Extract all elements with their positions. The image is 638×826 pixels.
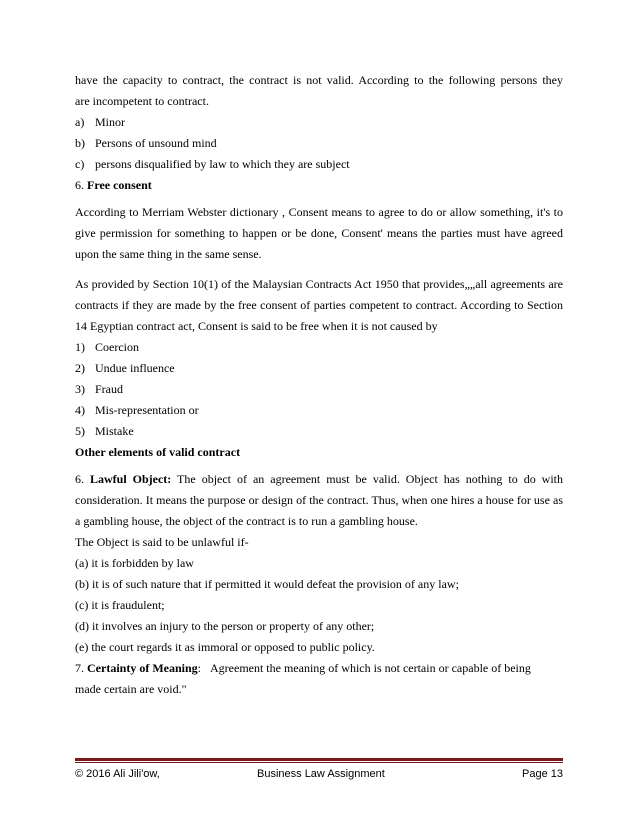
- list-item: [75, 379, 563, 400]
- list-item: (e) the court regards it as immoral or opposed to public policy.: [75, 640, 375, 654]
- page-footer: [75, 765, 563, 783]
- certainty-text-line-2: made certain are void.": [75, 682, 187, 696]
- free-consent-definition: According to Merriam Webster dictionary , Consent means to agree to do or allow something, it's to give permission for something to happen or be done, Consent' means the parties must have agreed upon the same thing in the same sense.: [75, 205, 563, 261]
- list-marker: c): [75, 157, 85, 171]
- footer-title: Business Law Assignment: [257, 768, 385, 780]
- section-number: 7.: [75, 661, 84, 675]
- list-text: Minor: [95, 115, 125, 129]
- list-marker: 1): [75, 340, 85, 354]
- list-item: [75, 400, 563, 421]
- heading-colon: :: [197, 661, 201, 675]
- list-item: (d) it involves an injury to the person or property of any other;: [75, 619, 375, 633]
- lawful-object-paragraph: [75, 469, 563, 532]
- page-body: [75, 70, 563, 700]
- list-item: [75, 133, 563, 154]
- footer-divider: [75, 758, 563, 761]
- list-text: Mistake: [95, 424, 134, 438]
- footer-divider-thin: [75, 762, 563, 763]
- list-marker: 5): [75, 424, 85, 438]
- unlawful-intro: The Object is said to be unlawful if-: [75, 535, 249, 549]
- footer-author: © 2016 Ali Jili'ow,: [75, 768, 160, 780]
- list-text: persons disqualified by law to which they are subject: [95, 157, 350, 171]
- list-marker: b): [75, 136, 85, 150]
- list-marker: 2): [75, 361, 85, 375]
- list-item: [75, 112, 563, 133]
- intro-line-1: have the capacity to contract, the contract is not valid. According to the following persons they: [75, 73, 563, 87]
- list-marker: 4): [75, 403, 85, 417]
- list-item: [75, 421, 563, 442]
- list-text: Undue influence: [95, 361, 175, 375]
- section-title: Lawful Object:: [89, 472, 172, 486]
- list-text: Mis-representation or: [95, 403, 199, 417]
- list-item: [75, 337, 563, 358]
- list-item: (b) it is of such nature that if permitted it would defeat the provision of any law;: [75, 577, 459, 591]
- incompetent-list: [75, 112, 563, 175]
- section-number: 6.: [75, 472, 84, 486]
- other-elements-heading: [75, 442, 563, 463]
- list-text: Fraud: [95, 382, 123, 396]
- free-consent-heading: [75, 175, 563, 196]
- intro-line-2: are incompetent to contract.: [75, 94, 209, 108]
- unlawful-list: [75, 553, 563, 658]
- page-number: Page 13: [522, 768, 563, 780]
- list-marker: a): [75, 115, 85, 129]
- list-marker: 3): [75, 382, 85, 396]
- section-number: 6.: [75, 178, 84, 192]
- list-item: [75, 154, 563, 175]
- consent-list: [75, 337, 563, 442]
- list-item: (c) it is fraudulent;: [75, 598, 165, 612]
- certainty-text: Agreement the meaning of which is not certain or capable of being: [210, 661, 531, 675]
- section-title: Other elements of valid contract: [75, 445, 241, 459]
- list-item: (a) it is forbidden by law: [75, 556, 194, 570]
- lawful-object-text: The object of an agreement must be valid. Object has nothing to do with consideration. It means the purpose or design of the contract. Thus, when one hires a house for use as a gambling house, the object of the contract is to run a gambling house.: [75, 472, 564, 528]
- list-item: [75, 358, 563, 379]
- list-text: Coercion: [95, 340, 139, 354]
- certainty-heading-line: [75, 658, 563, 679]
- section-title: Certainty of Meaning: [87, 661, 198, 675]
- malaysian-act-paragraph: As provided by Section 10(1) of the Malaysian Contracts Act 1950 that provides„„all agreements are contracts if they are made by the free consent of parties competent to contract. According to Section 14 Egyptian contract act, Consent is said to be free when it is not caused by: [75, 277, 563, 333]
- list-text: Persons of unsound mind: [95, 136, 217, 150]
- section-title: Free consent: [87, 178, 152, 192]
